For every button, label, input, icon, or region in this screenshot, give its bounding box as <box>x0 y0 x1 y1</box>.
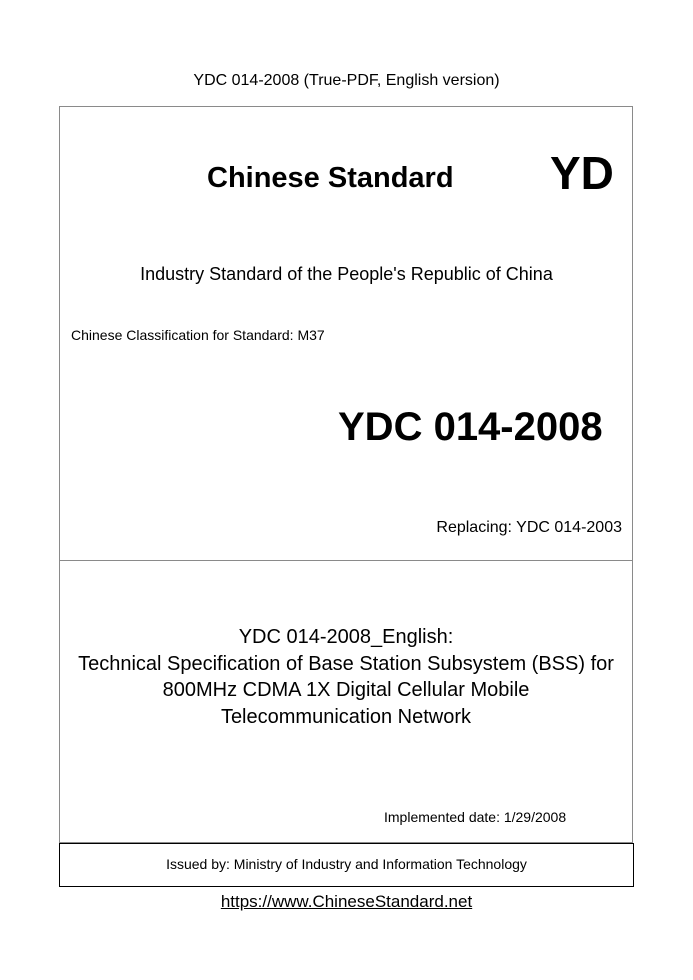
title-line: YDC 014-2008_English: <box>238 626 454 648</box>
standard-mark: YD <box>550 147 614 199</box>
title-line: Telecommunication Network <box>220 705 472 728</box>
implemented-date: Implemented date: 1/29/2008 <box>384 809 567 825</box>
industry-line: Industry Standard of the People's Republic of China <box>140 264 553 284</box>
website-link[interactable]: https://www.ChineseStandard.net <box>220 892 473 911</box>
replacing-line: Replacing: YDC 014-2003 <box>436 519 622 536</box>
cover-divider <box>59 560 633 561</box>
issued-box <box>59 843 634 887</box>
page-header: YDC 014-2008 (True-PDF, English version) <box>193 72 500 89</box>
classification-line: Chinese Classification for Standard: M37 <box>71 327 325 343</box>
issued-by: Issued by: Ministry of Industry and Information Technology <box>166 856 527 872</box>
document-title <box>59 624 633 730</box>
title-line: 800MHz CDMA 1X Digital Cellular Mobile <box>162 679 530 701</box>
standard-number: YDC 014-2008 <box>338 405 603 449</box>
cover-frame <box>59 106 633 843</box>
title-line: Technical Specification of Base Station Subsystem (BSS) for <box>78 652 614 675</box>
cover-heading: Chinese Standard <box>207 162 454 194</box>
